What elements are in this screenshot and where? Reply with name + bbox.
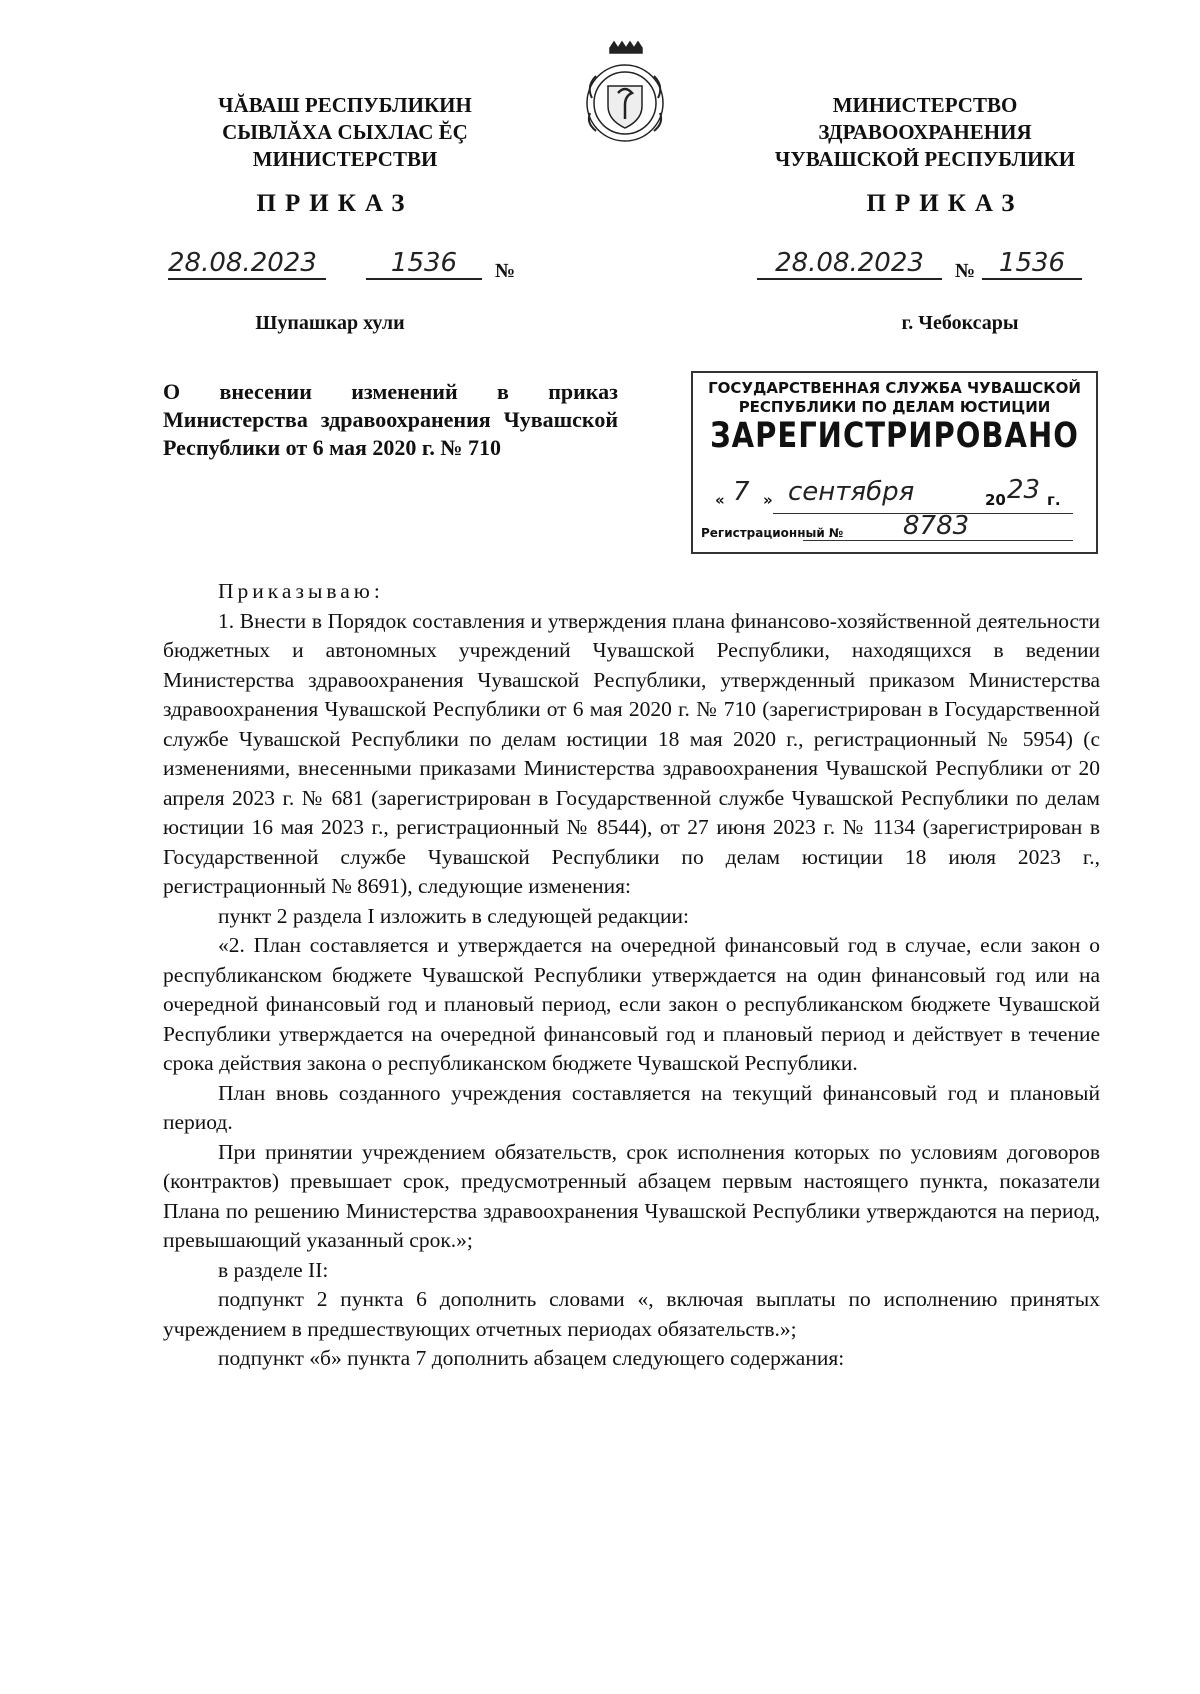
date-field-left: [168, 248, 326, 280]
body-paragraph: 1. Внести в Порядок составления и утверждения плана финансово-хозяйственной деятельности бюджетных и автономных учреждений Чувашской Республики, находящихся в ведении Министерства здравоохранения Чувашской Республики, утвержденный приказом Министерства здравоохранения Чувашской Республики от 6 мая 2020 г. № 710 (зарегистрирован в Государственной службе Чувашской Республики по делам юстиции 18 мая 2020 г., регистрационный № 5954) (с изменениями, внесенными приказами Министерства здравоохранения Чувашской Республики от 20 апреля 2023 г. № 681 (зарегистрирован в Государственной службе Чувашской Республики по делам юстиции 16 мая 2023 г., регистрационный № 8544), от 27 июня 2023 г. № 1134 (зарегистрирован в Государственной службе Чувашской Республики по делам юстиции 18 июля 2023 г., регистрационный № 8691), следующие изменения:: [163, 608, 1100, 898]
body-paragraph: пункт 2 раздела I изложить в следующей редакции:: [218, 903, 689, 928]
header-right-line: ЗДРАВООХРАНЕНИЯ: [818, 120, 1032, 144]
header-left-line: МИНИСТЕРСТВИ: [252, 147, 438, 171]
body-paragraph: План вновь созданного учреждения составляется на текущий финансовый год и плановый период.: [163, 1080, 1100, 1134]
number-right: 1536: [998, 248, 1066, 278]
header-left-line: ЧĂВАШ РЕСПУБЛИКИН: [218, 93, 472, 117]
num-sign-left: №: [495, 260, 516, 282]
stamp-reg-number: 8783: [903, 511, 970, 541]
body-paragraph: «2. План составляется и утверждается на очередной финансовый год в случае, если закон о республиканском бюджете Чувашской Республики утверждается на один финансовый год или на очередной финансовый год и плановый период, если закон о республиканском бюджете Чувашской Республики утверждается на очередной финансовый год и плановый период и действует в течение срока действия закона о республиканском бюджете Чувашской Республики.: [163, 933, 1100, 1075]
document-title: О внесении изменений в приказ Министерства здравоохранения Чувашской Республики от 6 мая 2020 г. № 710: [163, 379, 618, 460]
emblem-icon: [570, 38, 680, 153]
header-right-line: ЧУВАШСКОЙ РЕСПУБЛИКИ: [774, 147, 1076, 171]
number-field-right: [982, 248, 1082, 280]
header-right-line: МИНИСТЕРСТВО: [832, 93, 1018, 117]
stamp-month: сентября: [788, 477, 915, 507]
registration-stamp: [691, 371, 1098, 554]
body-paragraph: подпункт «б» пункта 7 дополнить абзацем следующего содержания:: [218, 1346, 845, 1370]
stamp-year-prefix: 20: [985, 491, 1006, 509]
body-paragraph: в разделе II:: [218, 1257, 329, 1282]
stamp-registered: ЗАРЕГИСТРИРОВАНО: [710, 414, 1079, 456]
stamp-quote-close: »: [763, 491, 773, 509]
stamp-line-1: ГОСУДАРСТВЕННАЯ СЛУЖБА ЧУВАШСКОЙ: [708, 379, 1081, 397]
document-body: [163, 577, 1100, 1374]
number-left: 1536: [390, 248, 458, 278]
header-left: [195, 92, 495, 173]
city-left: Шупашкар хули: [255, 312, 405, 334]
stamp-header: [693, 379, 1096, 417]
date-left: 28.08.2023: [168, 248, 317, 278]
stamp-line-2: РЕСПУБЛИКИ ПО ДЕЛАМ ЮСТИЦИИ: [738, 398, 1051, 416]
header-right: [770, 92, 1080, 173]
num-sign-right: №: [955, 260, 976, 282]
stamp-year-suffix: 23: [1007, 475, 1041, 505]
stamp-reg-label: Регистрационный №: [701, 526, 844, 540]
number-field-left: [366, 248, 482, 280]
body-paragraph: подпункт 2 пункта 6 дополнить словами «, включая выплаты по исполнению принятых учреждением в предшествующих отчетных периодах обязательств.»;: [163, 1287, 1100, 1341]
stamp-day: 7: [733, 477, 750, 507]
order-verb: Приказываю:: [218, 579, 384, 603]
date-field-right: [757, 248, 942, 280]
order-title-right: ПРИКАЗ: [866, 190, 1024, 217]
order-title-left: ПРИКАЗ: [256, 190, 414, 217]
stamp-year-end: г.: [1047, 491, 1061, 509]
coat-of-arms-emblem: [570, 38, 680, 153]
date-right: 28.08.2023: [775, 248, 924, 278]
header-left-line: СЫВЛĂХА СЫХЛАС ĔÇ: [222, 120, 468, 144]
stamp-quote-open: «: [715, 491, 725, 509]
body-paragraph: При принятии учреждением обязательств, срок исполнения которых по условиям договоров (контрактов) превышает срок, предусмотренный абзацем первым настоящего пункта, показатели Плана по решению Министерства здравоохранения Чувашской Республики утверждаются на период, превышающий указанный срок.»;: [163, 1139, 1100, 1252]
city-right: г. Чебоксары: [901, 312, 1019, 334]
